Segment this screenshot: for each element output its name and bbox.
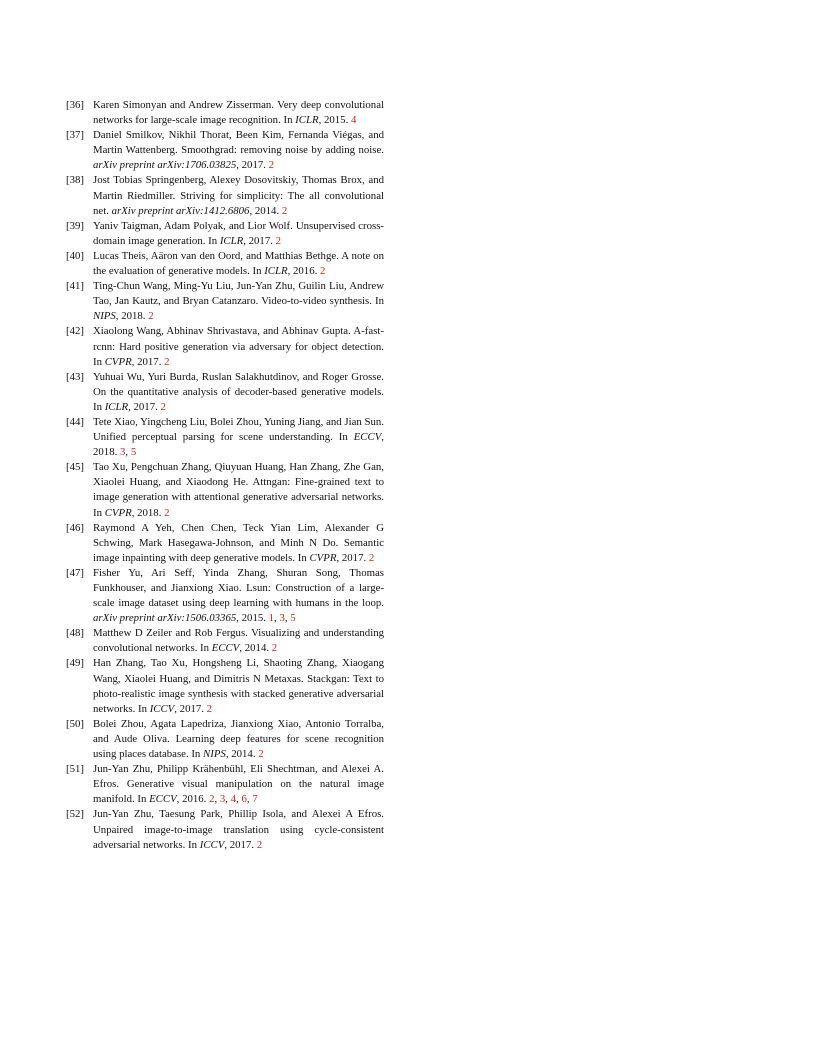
reference-segment: Bolei Zhou, Agata Lapedriza, Jianxiong Xiao, Antonio Torralba, and Aude Oliva. Learning deep features for scene recognition using places database. In: [93, 717, 384, 761]
reference-segment: , 2017.: [128, 400, 161, 413]
reference-segment: , 2017.: [174, 702, 207, 715]
reference-segment: Han Zhang, Tao Xu, Hongsheng Li, Shaoting Zhang, Xiaogang Wang, Xiaolei Huang, and Dimitris N Metaxas. Stackgan: Text to photo-realistic image synthesis with stacked generative adversarial networks. In: [93, 657, 384, 715]
backref-link[interactable]: 2: [368, 551, 375, 564]
reference-venue: ECCV: [149, 793, 177, 806]
reference-segment: ,: [225, 793, 231, 806]
backref-link[interactable]: 2: [268, 159, 275, 172]
reference-segment: Fisher Yu, Ari Seff, Yinda Zhang, Shuran Song, Thomas Funkhouser, and Jianxiong Xiao. Lsun: Construction of a large-scale image dataset using deep learning with humans in the loop.: [93, 566, 384, 610]
reference-text: [93, 762, 384, 807]
backref-link[interactable]: 5: [290, 612, 296, 625]
reference-text: [93, 807, 384, 852]
reference-segment: Karen Simonyan and Andrew Zisserman. Very deep convolutional networks for large-scale image recognition. In: [93, 99, 384, 127]
reference-segment: , 2017.: [236, 159, 269, 172]
reference-segment: , 2014.: [225, 748, 259, 761]
backref-link[interactable]: 2: [258, 748, 264, 761]
reference-item: [66, 173, 384, 218]
backref-link[interactable]: 4: [230, 793, 237, 806]
reference-segment: ,: [246, 793, 253, 806]
backref-link[interactable]: 2: [206, 702, 213, 715]
reference-segment: , 2016.: [176, 793, 210, 806]
reference-item: [66, 219, 384, 249]
reference-item: [66, 415, 384, 460]
backref-link[interactable]: 2: [320, 265, 326, 278]
reference-number: [46]: [66, 521, 84, 534]
reference-item: [66, 279, 384, 324]
backref-link[interactable]: 4: [350, 114, 357, 127]
reference-venue: ICLR: [104, 400, 129, 413]
reference-venue: ICLR: [264, 265, 288, 278]
reference-segment: , 2014.: [249, 204, 282, 217]
reference-list: [66, 98, 384, 853]
reference-item: [66, 128, 384, 173]
reference-number: [39]: [66, 219, 84, 232]
backref-link[interactable]: 2: [164, 506, 170, 519]
backref-link[interactable]: 6: [241, 793, 247, 806]
reference-number: [52]: [66, 808, 84, 821]
reference-text: [93, 415, 384, 460]
reference-number: [37]: [66, 129, 84, 142]
reference-text: [93, 128, 384, 173]
reference-number: [38]: [66, 174, 84, 187]
backref-link[interactable]: 2: [209, 793, 215, 806]
backref-link[interactable]: 3: [219, 793, 226, 806]
reference-segment: Tete Xiao, Yingcheng Liu, Bolei Zhou, Yuning Jiang, and Jian Sun. Unified perceptual parsing for scene understanding. In: [93, 415, 384, 444]
reference-venue: arXiv preprint arXiv:1706.03825: [93, 159, 237, 172]
reference-text: [93, 324, 384, 369]
reference-venue: ECCV: [211, 642, 240, 655]
reference-number: [42]: [66, 325, 84, 338]
reference-venue: NIPS: [93, 310, 116, 323]
reference-item: [66, 370, 384, 415]
reference-venue: ICCV: [149, 702, 175, 715]
reference-segment: Raymond A Yeh, Chen Chen, Teck Yian Lim, Alexander G Schwing, Mark Hasegawa-Johnson, and Minh N Do. Semantic image inpainting with deep generative models. In: [93, 521, 384, 564]
reference-segment: , 2017.: [336, 551, 369, 564]
reference-number: [47]: [66, 566, 84, 579]
reference-venue: ICLR: [295, 114, 319, 127]
backref-link[interactable]: 2: [275, 234, 282, 247]
reference-segment: ,: [274, 612, 280, 625]
reference-text: [93, 249, 384, 279]
reference-venue: ICLR: [219, 234, 244, 247]
reference-number: [44]: [66, 415, 84, 428]
backref-link[interactable]: 1: [268, 612, 275, 625]
reference-item: [66, 521, 384, 566]
reference-segment: , 2018.: [93, 431, 384, 459]
reference-segment: , 2016.: [287, 265, 320, 278]
reference-venue: ECCV: [353, 431, 382, 444]
reference-text: [93, 219, 384, 249]
backref-link[interactable]: 2: [160, 400, 166, 413]
reference-segment: ,: [236, 793, 242, 806]
reference-venue: arXiv preprint arXiv:1506.03365: [93, 612, 237, 625]
reference-venue: NIPS: [203, 748, 226, 761]
reference-item: [66, 249, 384, 279]
reference-venue: CVPR: [104, 506, 132, 519]
reference-segment: ,: [284, 612, 291, 625]
reference-item: [66, 717, 384, 762]
backref-link[interactable]: 2: [256, 838, 263, 851]
reference-segment: Daniel Smilkov, Nikhil Thorat, Been Kim, Fernanda Viégas, and Martin Wattenberg. Smoothgrad: removing noise by adding noise.: [93, 129, 384, 157]
reference-number: [41]: [66, 280, 84, 293]
reference-text: [93, 521, 384, 566]
reference-number: [49]: [66, 657, 84, 670]
reference-segment: Jun-Yan Zhu, Philipp Krähenbühl, Eli Shechtman, and Alexei A. Efros. Generative visual manipulation on the natural image manifold. In: [93, 763, 384, 806]
backref-link[interactable]: 3: [279, 612, 285, 625]
reference-text: [93, 656, 384, 716]
reference-text: [93, 566, 384, 626]
reference-segment: Tao Xu, Pengchuan Zhang, Qiuyuan Huang, Han Zhang, Zhe Gan, Xiaolei Huang, and Xiaodong He. Attngan: Fine-grained text to image generation with attentional generative adversarial networks. In: [93, 461, 384, 519]
backref-link[interactable]: 2: [148, 310, 154, 323]
reference-segment: , 2015.: [236, 612, 269, 625]
reference-item: [66, 656, 384, 716]
reference-item: [66, 324, 384, 369]
backref-link[interactable]: 2: [281, 204, 288, 217]
reference-segment: Lucas Theis, Aäron van den Oord, and Matthias Bethge. A note on the evaluation of generative models. In: [93, 249, 384, 278]
reference-item: [66, 626, 384, 656]
reference-number: [43]: [66, 370, 84, 383]
reference-number: [36]: [66, 99, 84, 111]
reference-segment: ,: [125, 446, 131, 459]
reference-segment: , 2017.: [224, 838, 257, 851]
reference-venue: ICCV: [199, 838, 225, 851]
reference-segment: Ting-Chun Wang, Ming-Yu Liu, Jun-Yan Zhu, Guilin Liu, Andrew Tao, Jan Kautz, and Bryan Catanzaro. Video-to-video synthesis. In: [93, 280, 384, 308]
backref-link[interactable]: 2: [271, 642, 278, 655]
reference-segment: Jun-Yan Zhu, Taesung Park, Phillip Isola, and Alexei A Efros. Unpaired image-to-image translation using cycle-consistent adversarial networks. In: [93, 808, 384, 851]
reference-segment: Jost Tobias Springenberg, Alexey Dosovitskiy, Thomas Brox, and Martin Riedmiller. Striving for simplicity: The all convolutional net.: [93, 174, 384, 217]
reference-item: [66, 98, 384, 128]
reference-item: [66, 807, 384, 852]
reference-number: [45]: [66, 461, 84, 474]
reference-text: [93, 717, 384, 762]
reference-segment: , 2017.: [131, 355, 165, 368]
reference-text: [93, 626, 384, 656]
reference-text: [93, 173, 384, 218]
reference-number: [50]: [66, 717, 84, 730]
reference-segment: , 2017.: [243, 234, 276, 247]
reference-venue: arXiv preprint arXiv:1412.6806: [111, 204, 250, 217]
reference-segment: , 2018.: [115, 310, 149, 323]
backref-link[interactable]: 5: [130, 446, 137, 459]
reference-item: [66, 460, 384, 520]
reference-number: [40]: [66, 249, 84, 262]
reference-number: [48]: [66, 627, 84, 640]
backref-link[interactable]: 2: [164, 355, 170, 368]
reference-text: [93, 460, 384, 520]
reference-segment: Matthew D Zeiler and Rob Fergus. Visualizing and understanding convolutional networks. In: [93, 627, 384, 655]
reference-venue: CVPR: [309, 551, 337, 564]
reference-text: [93, 370, 384, 415]
reference-item: [66, 566, 384, 626]
reference-item: [66, 762, 384, 807]
reference-segment: Xiaolong Wang, Abhinav Shrivastava, and Abhinav Gupta. A-fast-rcnn: Hard positive generation via adversary for object detection. In: [93, 325, 384, 368]
reference-segment: Yaniv Taigman, Adam Polyak, and Lior Wolf. Unsupervised cross-domain image generation. In: [93, 219, 384, 247]
reference-venue: CVPR: [104, 355, 132, 368]
reference-segment: , 2014.: [239, 642, 272, 655]
reference-segment: ,: [214, 793, 220, 806]
reference-segment: , 2015.: [318, 114, 351, 127]
reference-number: [51]: [66, 763, 84, 776]
reference-segment: , 2018.: [131, 506, 165, 519]
reference-text: [93, 279, 384, 324]
reference-text: [93, 98, 384, 128]
backref-link[interactable]: 7: [252, 793, 258, 806]
reference-segment: Yuhuai Wu, Yuri Burda, Ruslan Salakhutdinov, and Roger Grosse. On the quantitative analysis of decoder-based generative models. In: [93, 370, 384, 413]
backref-link[interactable]: 3: [120, 446, 126, 459]
